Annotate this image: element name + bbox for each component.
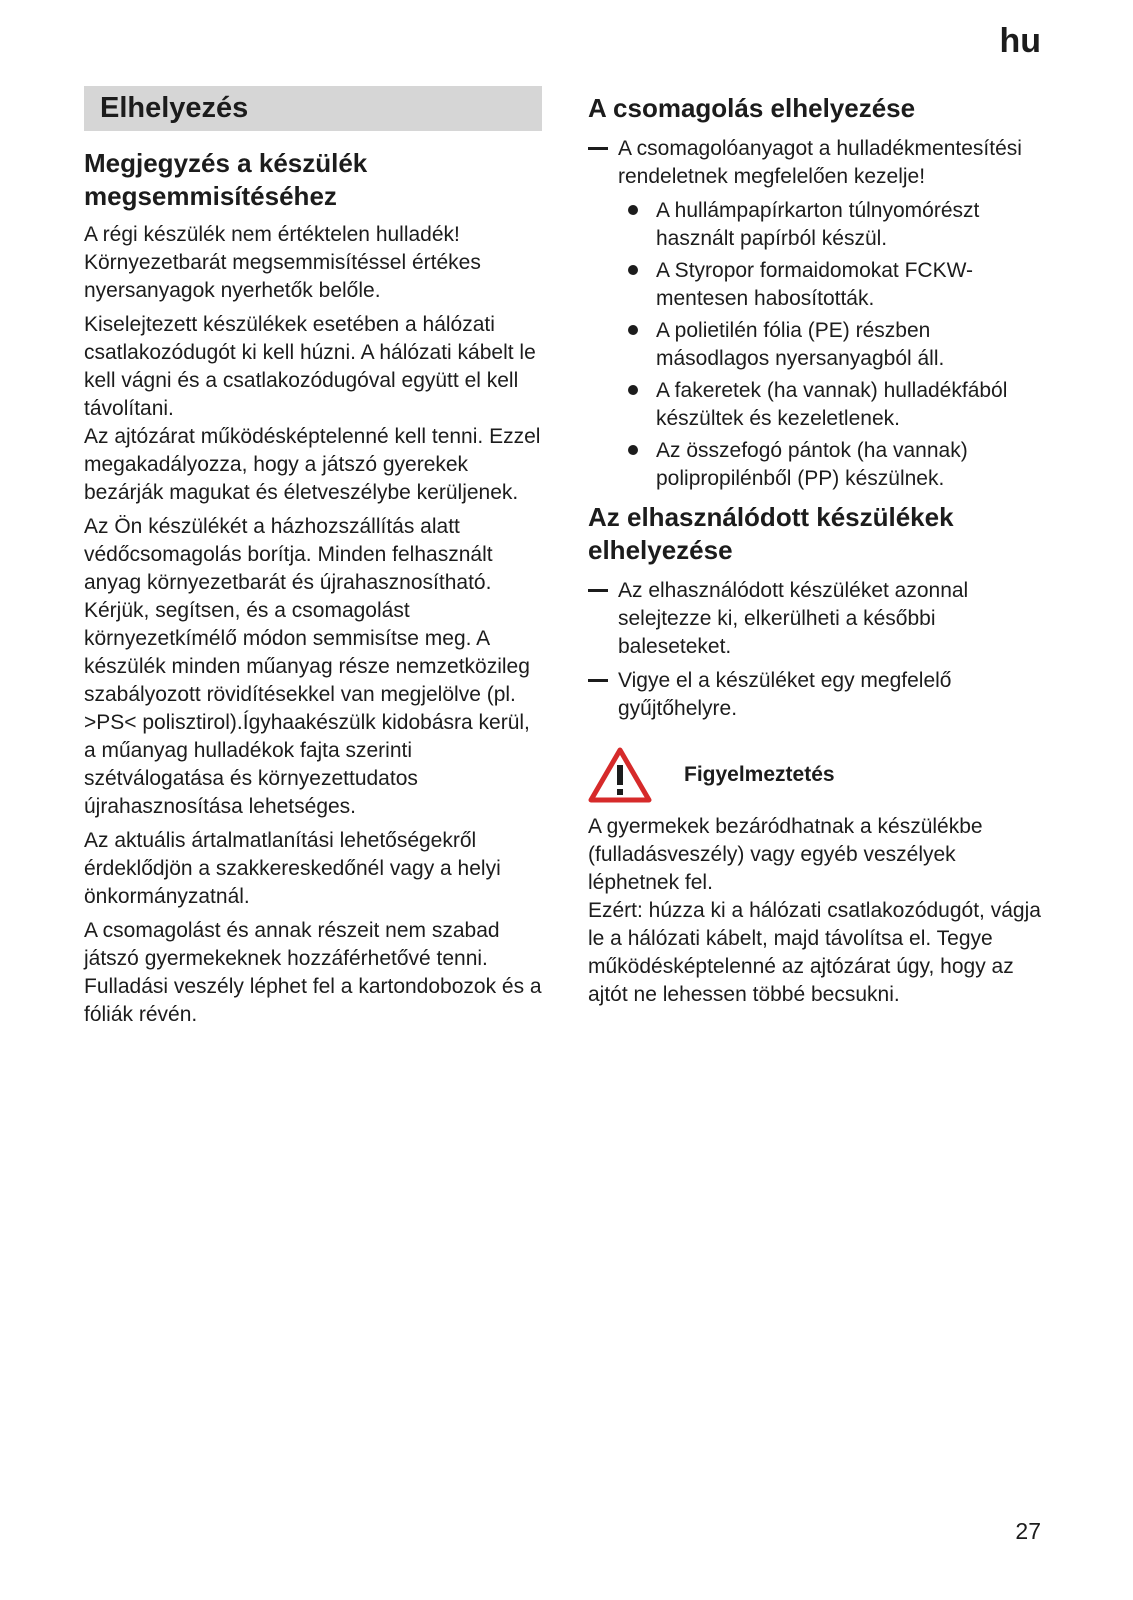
left-column	[84, 86, 542, 1035]
warning-header	[588, 747, 1048, 803]
bullet-item	[656, 317, 1048, 373]
packaging-heading: A csomagolás elhelyezése	[588, 93, 916, 123]
bullet-item	[656, 257, 1048, 313]
right-column	[588, 86, 1048, 1015]
dash-marker	[588, 147, 608, 150]
bullet-dot	[628, 385, 638, 395]
bullet-dot	[628, 205, 638, 215]
warning-title: Figyelmeztetés	[684, 763, 835, 786]
paragraph: A régi készülék nem értéktelen hulladék! Környezetbarát megsemmisítéssel értékes nyersanyagok nyerhetők belőle.	[84, 223, 481, 302]
paragraph: Az ajtózárat működésképtelenné kell tenni. Ezzel megakadályozza, hogy a játszó gyerekek bezárják magukat és életveszélybe kerüljenek.	[84, 425, 541, 504]
paragraph: Kiselejtezett készülékek esetében a hálózati csatlakozódugót ki kell húzni. A hálózati kábelt le kell vágni és a csatlakozódugóval együtt el kell távolítani.	[84, 313, 536, 420]
page-number: 27	[1015, 1518, 1041, 1544]
dash-item-text: Az elhasználódott készüléket azonnal selejtezze ki, elkerülheti a későbbi baleseteket.	[618, 579, 969, 658]
section-title: Elhelyezés	[84, 86, 542, 131]
bullet-text: A fakeretek (ha vannak) hulladékfából készültek és kezeletlenek.	[656, 379, 1008, 430]
dash-list-item	[588, 577, 1048, 661]
disposal-note-heading: Megjegyzés a készülék megsemmisítéséhez	[84, 148, 368, 211]
dash-item-text: Vigye el a készüléket egy megfelelő gyűjtőhelyre.	[618, 669, 952, 720]
bullet-item	[656, 197, 1048, 253]
warning-triangle-icon	[588, 747, 652, 803]
warning-paragraph: Ezért: húzza ki a hálózati csatlakozódugót, vágja le a hálózati kábelt, majd távolítsa el. Tegye működésképtelenné az ajtózárat úgy, hogy az ajtót ne lehessen többé becsukni.	[588, 899, 1041, 1006]
bullet-item	[656, 437, 1048, 493]
paragraph: A csomagolást és annak részeit nem szabad játszó gyermekeknek hozzáférhetővé tenni. Fulladási veszély léphet fel a kartondobozok és a fóliák révén.	[84, 919, 542, 1026]
dash-marker	[588, 589, 608, 592]
old-appliance-heading: Az elhasználódott készülékek elhelyezése	[588, 502, 954, 565]
paragraph: Az Ön készülékét a házhozszállítás alatt védőcsomagolás borítja. Minden felhasznált anyag környezetbarát és újrahasznosítható. Kérjük, segítsen, és a csomagolást környezetkímélő módon semmisítse meg. A készülék minden műanyag része nemzetközileg szabályozott rövidítésekkel van megjelölve (pl. >PS< polisztirol).Ígyhaakészülk kidobásra kerül, a műanyag hulladékok fajta szerinti szétválogatása és környezettudatos újrahasznosítása lehetséges.	[84, 515, 530, 818]
language-code: hu	[999, 22, 1041, 60]
bullet-list	[588, 197, 1048, 493]
paragraph: Az aktuális ártalmatlanítási lehetőségekről érdeklődjön a szakkereskedőnél vagy a helyi önkormányzatnál.	[84, 829, 501, 908]
dash-list-item	[588, 135, 1048, 191]
bullet-item	[656, 377, 1048, 433]
dash-marker	[588, 679, 608, 682]
warning-paragraph: A gyermekek bezáródhatnak a készülékbe (fulladásveszély) vagy egyéb veszélyek léphetnek fel.	[588, 815, 983, 894]
bullet-text: A hullámpapírkarton túlnyomórészt használt papírból készül.	[656, 199, 980, 250]
bullet-text: Az összefogó pántok (ha vannak) polipropilénből (PP) készülnek.	[656, 439, 968, 490]
bullet-dot	[628, 325, 638, 335]
dash-list-item	[588, 667, 1048, 723]
bullet-dot	[628, 265, 638, 275]
bullet-dot	[628, 445, 638, 455]
bullet-text: A polietilén fólia (PE) részben másodlagos nyersanyagból áll.	[656, 319, 945, 370]
dash-item-text: A csomagolóanyagot a hulladékmentesítési rendeletnek megfelelően kezelje!	[618, 137, 1022, 188]
bullet-text: A Styropor formaidomokat FCKW-mentesen habosították.	[656, 259, 974, 310]
